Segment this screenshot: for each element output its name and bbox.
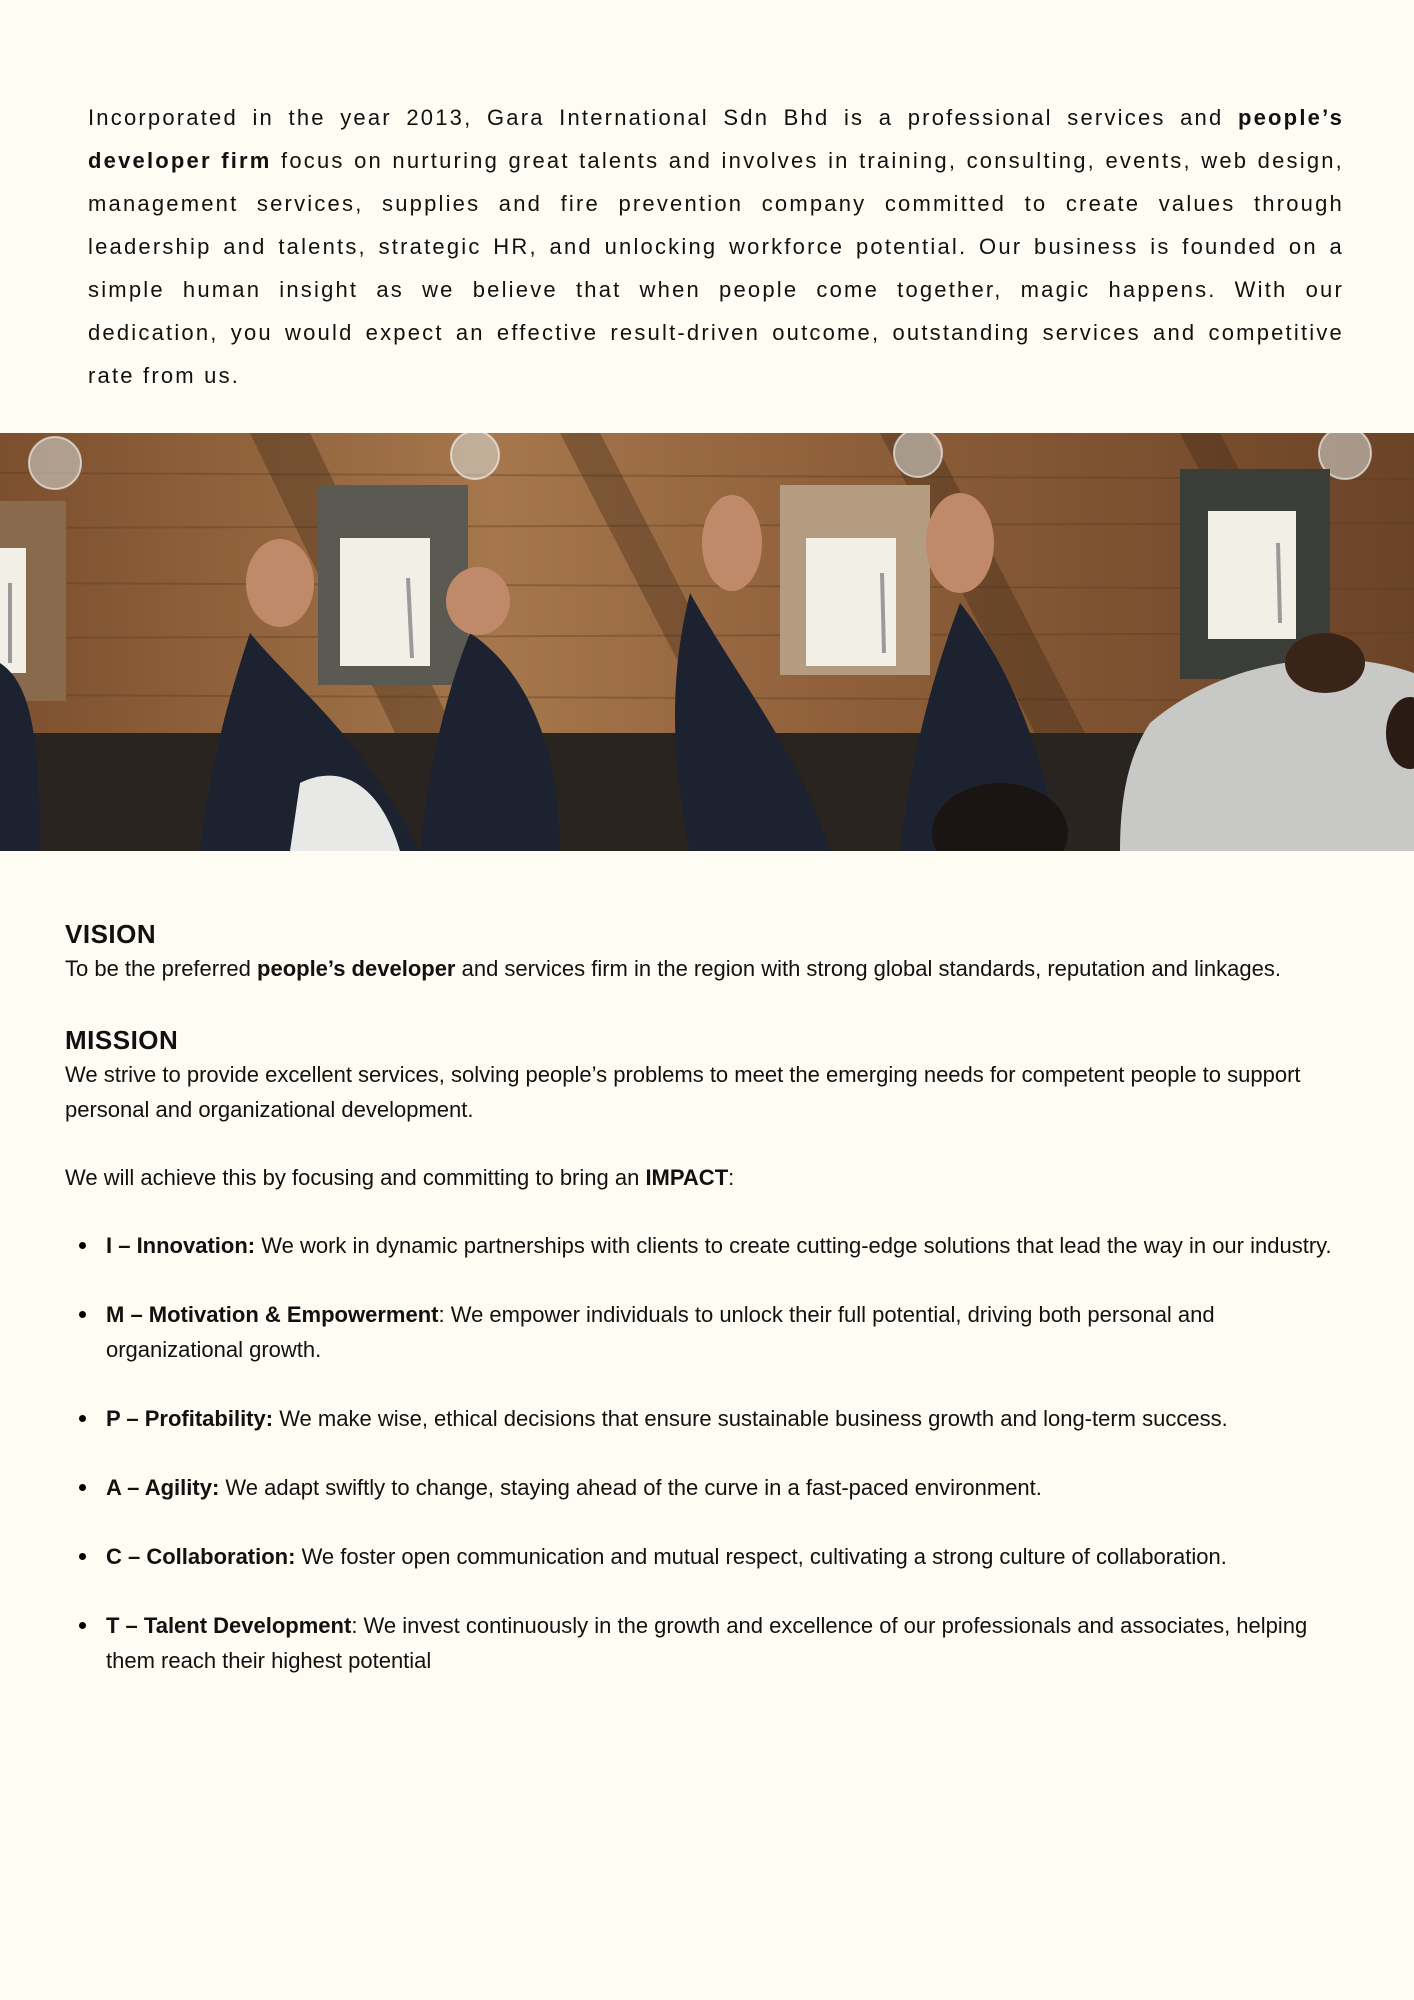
impact-item-label: T – Talent Development [106, 1613, 352, 1638]
impact-item-talent-development [65, 1608, 1355, 1678]
impact-intro-end: : [728, 1165, 735, 1190]
impact-item-label: A – Agility: [106, 1475, 220, 1500]
impact-intro-start: We will achieve this by focusing and committing to bring an [65, 1165, 646, 1190]
impact-item-profitability [65, 1401, 1355, 1436]
impact-item-agility [65, 1470, 1355, 1505]
vision-mission-section [65, 917, 1355, 1712]
intro-text-start: Incorporated in the year 2013, Gara International Sdn Bhd is a professional services and [88, 105, 1238, 130]
intro-paragraph [88, 96, 1344, 397]
impact-item-text: We work in dynamic partnerships with clients to create cutting-edge solutions that lead the way in our industry. [255, 1233, 1332, 1258]
impact-intro [65, 1160, 1355, 1195]
impact-bold-word: IMPACT [645, 1165, 729, 1190]
meeting-photo-banner [0, 433, 1414, 851]
vision-heading: VISION [65, 919, 157, 949]
impact-item-motivation [65, 1297, 1355, 1367]
impact-item-text: : We empower individuals to unlock their full potential, driving both personal and organizational growth. [106, 1302, 1215, 1362]
impact-item-label: P – Profitability: [106, 1406, 274, 1431]
vision-bold-phrase: people’s developer [257, 956, 456, 981]
vision-text-end: and services firm in the region with strong global standards, reputation and linkages. [455, 956, 1281, 981]
impact-item-innovation [65, 1228, 1355, 1263]
impact-list [65, 1228, 1355, 1678]
mission-heading: MISSION [65, 1025, 179, 1055]
intro-bold-phrase: people’s developer firm [88, 105, 1344, 173]
impact-item-text: : We invest continuously in the growth and excellence of our professionals and associates, helping them reach their highest potential [106, 1613, 1308, 1673]
impact-item-collaboration [65, 1539, 1355, 1574]
meeting-photo-image [0, 433, 1414, 851]
impact-item-text: We adapt swiftly to change, staying ahead of the curve in a fast-paced environment. [219, 1475, 1042, 1500]
intro-text-end: focus on nurturing great talents and involves in training, consulting, events, web design, management services, supplies and fire prevention company committed to create values through leadership and talents, strategic HR, and unlocking workforce potential. Our business is founded on a simple human insight as we believe that when people come together, magic happens. With our dedication, you would expect an effective result-driven outcome, outstanding services and competitive rate from us. [88, 148, 1344, 388]
impact-item-label: C – Collaboration: [106, 1544, 296, 1569]
mission-text: We strive to provide excellent services, solving people’s problems to meet the emerging needs for competent people to support personal and organizational development. [65, 1062, 1301, 1122]
vision-text-start: To be the preferred [65, 956, 258, 981]
impact-item-label: M – Motivation & Empowerment [106, 1302, 439, 1327]
impact-item-label: I – Innovation: [106, 1233, 256, 1258]
impact-item-text: We foster open communication and mutual respect, cultivating a strong culture of collaboration. [295, 1544, 1227, 1569]
impact-item-text: We make wise, ethical decisions that ensure sustainable business growth and long-term success. [273, 1406, 1228, 1431]
vision-text [65, 951, 1355, 986]
